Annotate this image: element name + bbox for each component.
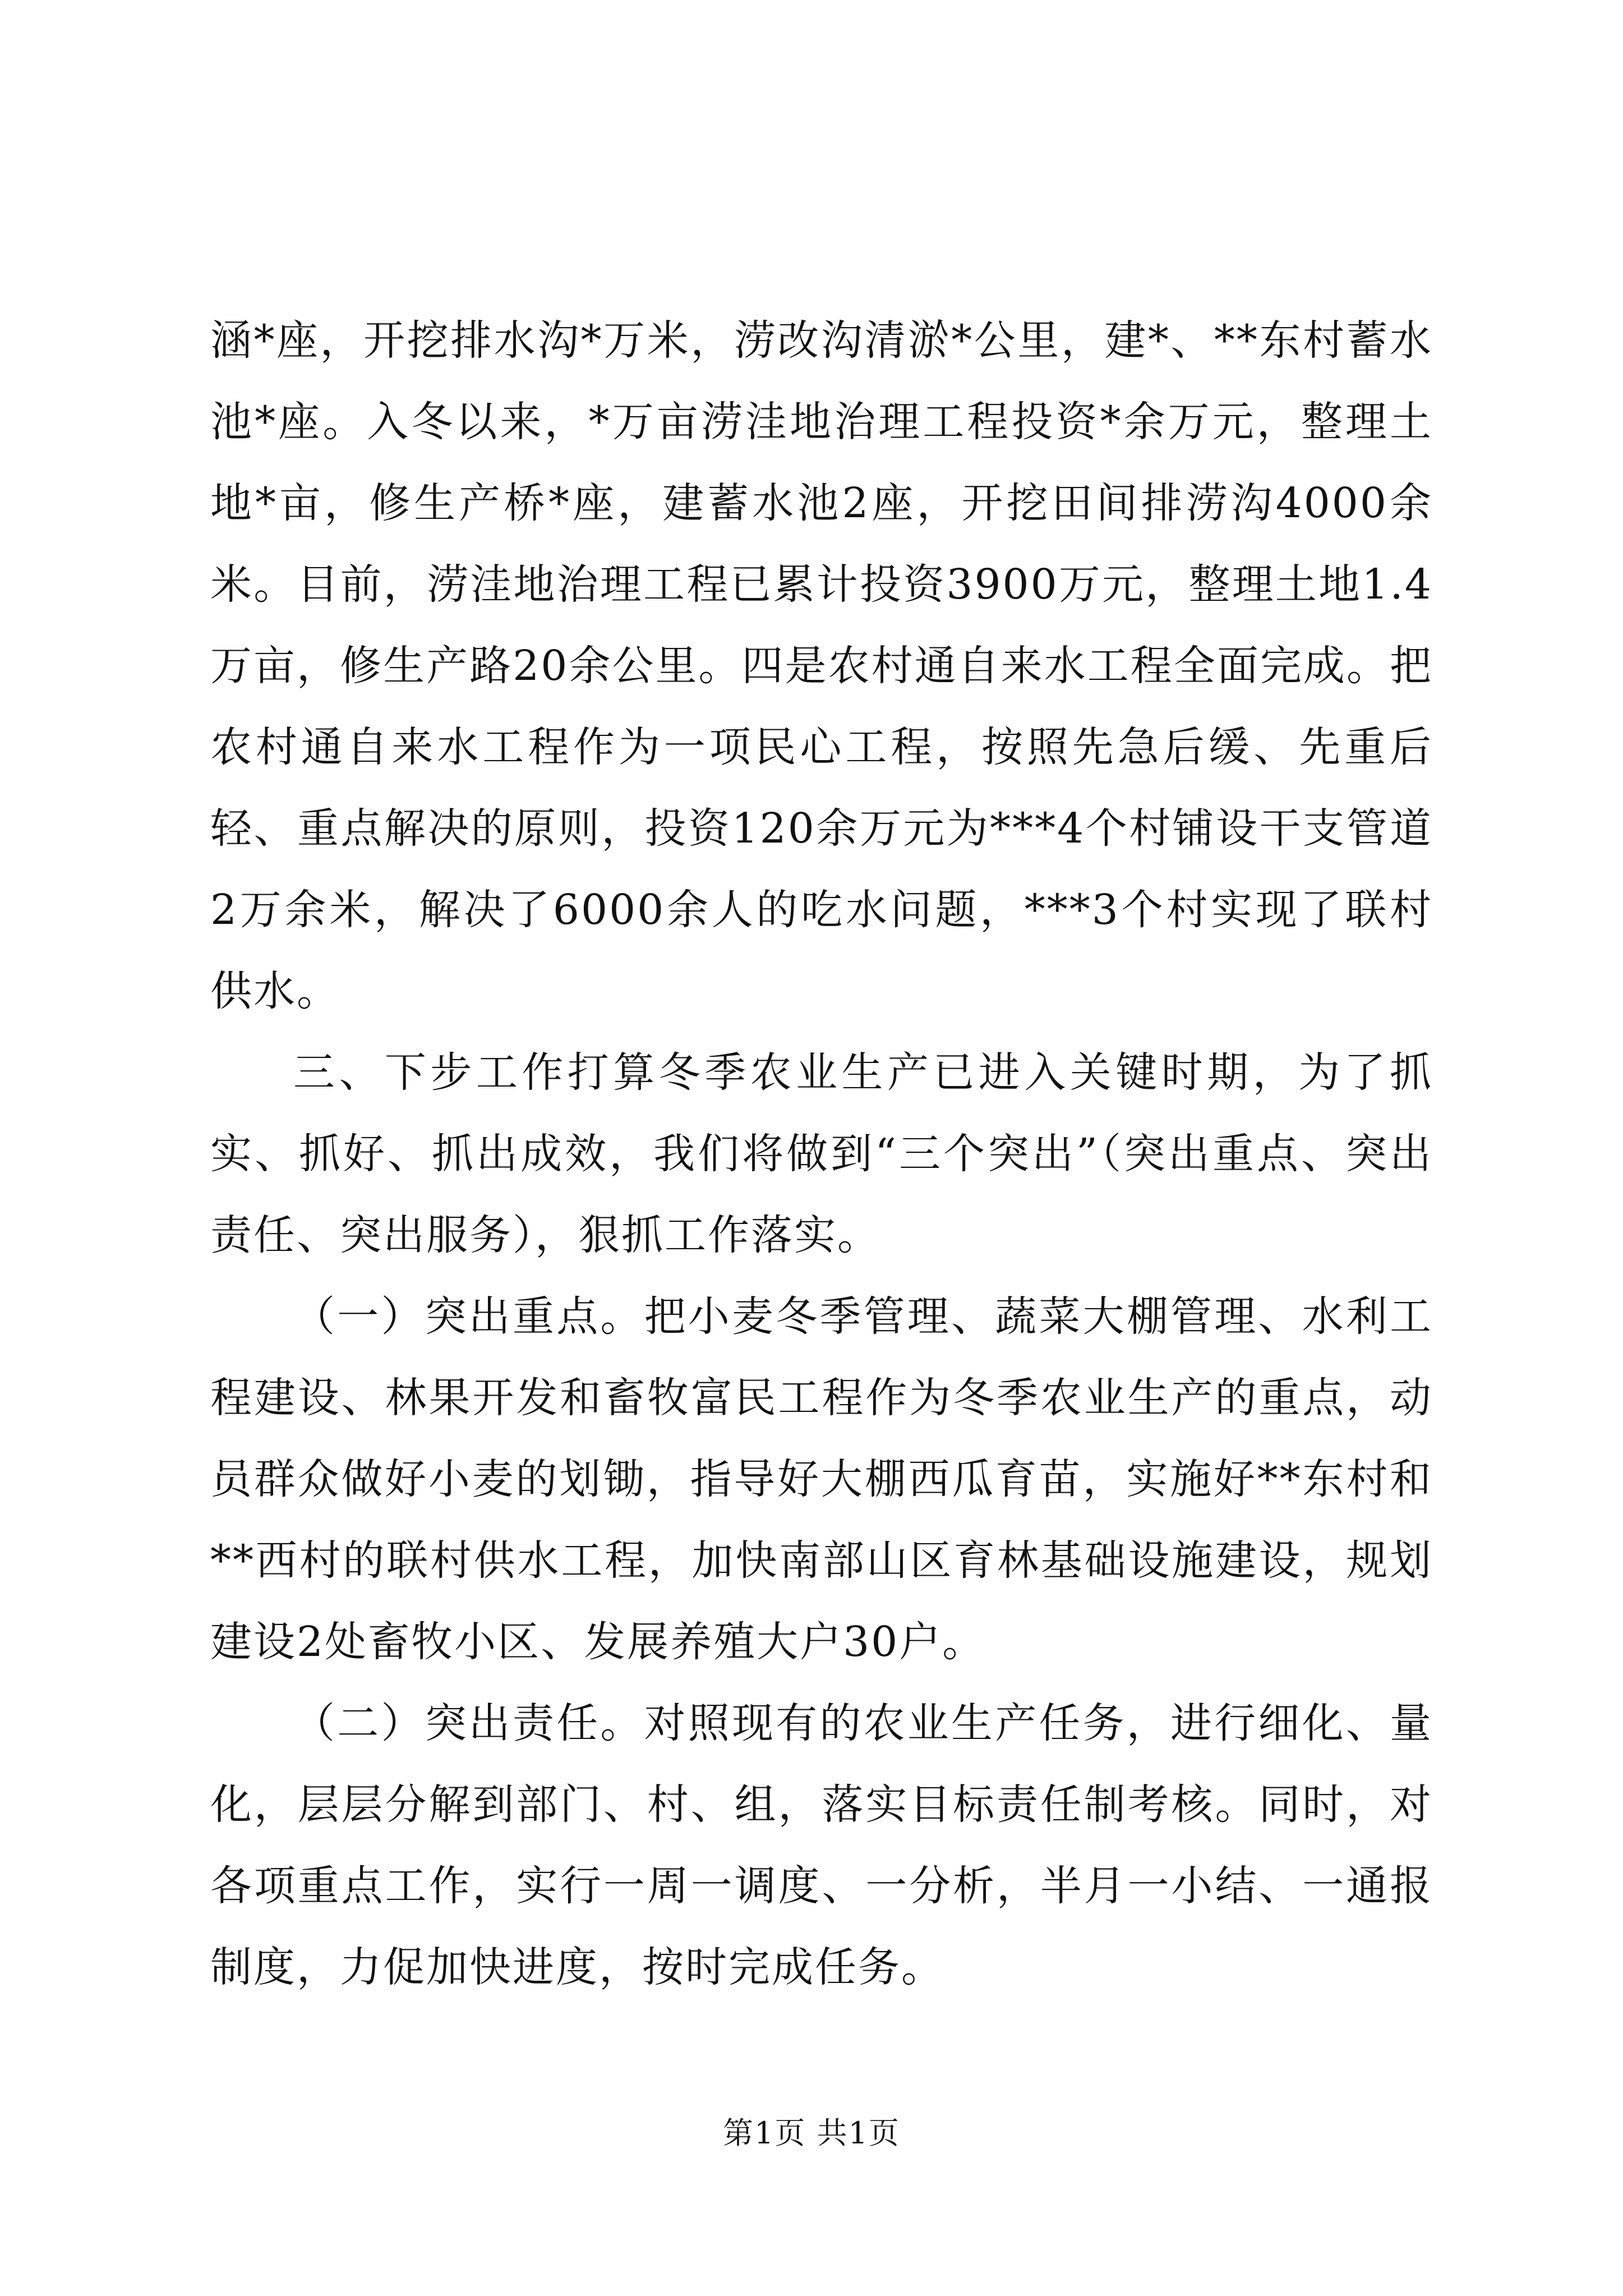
paragraph-next-steps: 三、下步工作打算冬季农业生产已进入关键时期，为了抓实、抓好、抓出成效，我们将做到“三个突出”（突出重点、突出责任、突出服务），狠抓工作落实。 bbox=[210, 1048, 1433, 1259]
page-number-footer: 第1页 共1页 bbox=[723, 2115, 900, 2151]
paragraph-highlight-priorities: （一）突出重点。把小麦冬季管理、蔬菜大棚管理、水利工程建设、林果开发和畜牧富民工程作为冬季农业生产的重点，动员群众做好小麦的划锄，指导好大棚西瓜育苗，实施好**东村和**西村的联村供水工程，加快南部山区育林基础设施建设，规划建设2处畜牧小区、发展养殖大户30户。 bbox=[210, 1292, 1433, 1666]
paragraph-continuation: 涵*座，开挖排水沟*万米，涝改沟清淤*公里，建*、**东村蓄水池*座。入冬以来，*万亩涝洼地治理工程投资*余万元，整理土地*亩，修生产桥*座，建蓄水池2座，开挖田间排涝沟4000余米。目前，涝洼地治理工程已累计投资3900万元，整理土地1.4万亩，修生产路20余公里。四是农村通自来水工程全面完成。把农村通自来水工程作为一项民心工程，按照先急后缓、先重后轻、重点解决的原则，投资120余万元为***4个村铺设干支管道2万余米，解决了6000余人的吃水问题，***3个村实现了联村供水。 bbox=[210, 316, 1433, 1015]
document-body bbox=[210, 300, 1433, 2008]
paragraph-highlight-responsibility: （二）突出责任。对照现有的农业生产任务，进行细化、量化，层层分解到部门、村、组，落实目标责任制考核。同时，对各项重点工作，实行一周一调度、一分析，半月一小结、一通报制度，力促加快进度，按时完成任务。 bbox=[210, 1699, 1433, 1991]
